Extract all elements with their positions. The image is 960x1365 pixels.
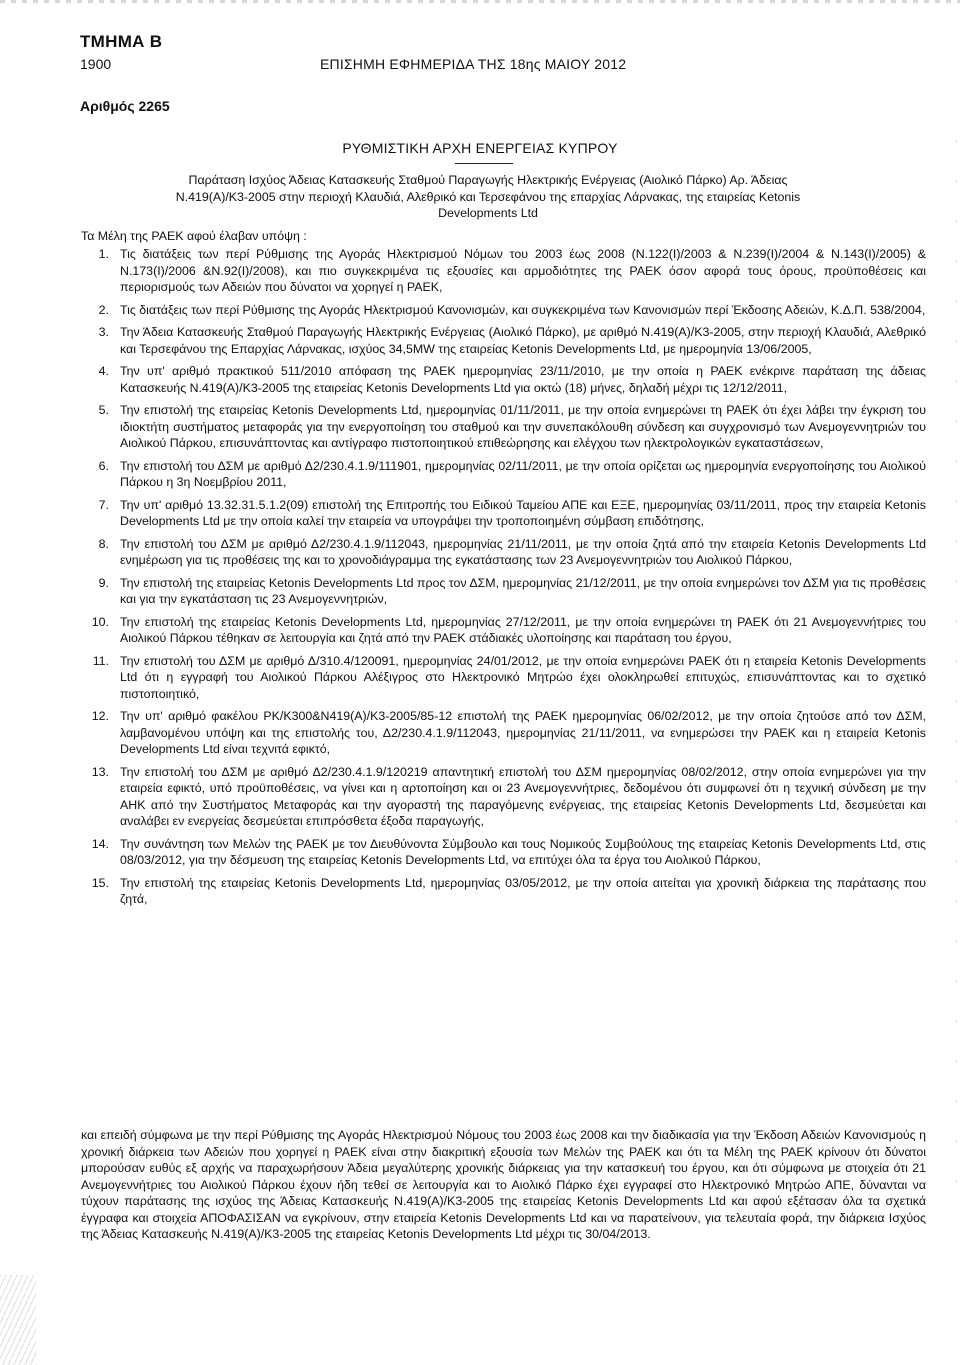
scan-artifact-top: [0, 0, 960, 3]
list-item: [81, 536, 926, 569]
page-number: 1900: [80, 56, 112, 72]
gazette-header: ΕΠΙΣΗΜΗ ΕΦΗΜΕΡΙΔΑ ΤΗΣ 18ης ΜΑΙΟΥ 2012: [320, 56, 627, 72]
item-number: 3.: [98, 325, 109, 339]
document-title: [88, 172, 888, 222]
decision-number: Αριθμός 2265: [80, 98, 170, 114]
list-item: [81, 302, 926, 319]
list-item: [81, 708, 926, 758]
item-text: Την υπ' αριθμό φακέλου ΡΚ/Κ300&Ν419(Α)/Κ3-2005/85-12 επιστολή της ΡΑΕΚ ημερομηνίας 06/02/2012, με την οποία ζητούσε από τον ΔΣΜ, λαμβανομένου υπόψη και της επιστολής του, Δ2/230.4.1.9/112043, ημερομηνίας 21/11/2011, να ενημερώσει την ΡΑΕΚ και η εταιρεία Ketonis Developments Ltd είναι τεχνιτά εφικτό,: [120, 709, 926, 756]
item-number: 12.: [91, 709, 109, 723]
item-number: 15.: [91, 875, 109, 890]
divider: [455, 163, 513, 164]
item-text: Την επιστολή της εταιρείας Ketonis Developments Ltd, ημερομηνίας 27/12/2011, με την οποία ενημερώνει τη ΡΑΕΚ ότι 21 Ανεμογεννήτριες του Αιολικού Πάρκου τέθηκαν σε λειτουργία και ζητά από την ΡΑΕΚ στάδιακές υλοποίησης και παράταση του έργου,: [120, 614, 926, 645]
item-number: 9.: [98, 575, 109, 590]
list-item: [81, 363, 926, 396]
list-item: [81, 836, 926, 869]
item-text: Την συνάντηση των Μελών της ΡΑΕΚ με τον Διευθύνοντα Σύμβουλο και τους Νομικούς Συμβούλους της εταιρείας Ketonis Developments Ltd, στις 08/03/2012, για την δέσμευση της εταιρείας Ketonis Developments Ltd, να επιτύχει όλα τα έργα του Αιολικού Πάρκου,: [120, 836, 926, 867]
item-number: 2.: [98, 302, 109, 317]
list-item: [81, 575, 926, 608]
title-line: Ν.419(Α)/Κ3-2005 στην περιοχή Κλαυδιά, Αλεθρικό και Τερσεφάνου της επαρχίας Λάρνακας, της εταιρείας Ketonis: [175, 189, 801, 204]
intro-text: Τα Μέλη της ΡΑΕΚ αφού έλαβαν υπόψη :: [81, 229, 307, 243]
item-number: 11.: [92, 653, 109, 668]
item-number: 13.: [91, 764, 109, 779]
item-number: 6.: [98, 458, 109, 473]
item-number: 8.: [98, 536, 109, 551]
item-number: 7.: [98, 497, 109, 512]
list-item: [81, 653, 926, 703]
item-text: Την επιστολή του ΔΣΜ με αριθμό Δ2/230.4.1.9/111901, ημερομηνίας 02/11/2011, με την οποία ορίζεται ως ημερομηνία ενεργοποίησης του Αιολικού Πάρκου η 3η Νοεμβρίου 2011,: [120, 458, 926, 489]
item-text: Την Άδεια Κατασκευής Σταθμού Παραγωγής Ηλεκτρικής Ενέργειας (Αιολικό Πάρκο), με αριθμό Ν.419(Α)/Κ3-2005, στην περιοχή Κλαυδιά, Αλεθρικό και Τερσεφάνου της Επαρχίας Λάρνακας, ισχύος 34,5MW της εταιρείας Ketonis Developments Ltd, με ημερομηνία 13/06/2005,: [120, 325, 926, 356]
item-text: Την υπ' αριθμό 13.32.31.5.1.2(09) επιστολή της Επιτροπής του Ειδικού Ταμείου ΑΠΕ και ΕΞΕ, ημερομηνίας 03/11/2011, προς την εταιρεία Ketonis Developments Ltd με την οποία καλεί την εταιρεία να υπογράψει την τροποποιημένη σύμβαση επιδότησης,: [120, 497, 926, 528]
list-item: [81, 764, 926, 830]
item-text: Την επιστολή του ΔΣΜ με αριθμό Δ2/230.4.1.9/120219 απαντητική επιστολή του ΔΣΜ ημερομηνίας 08/02/2012, στην οποία ενημερώνει για την εταιρεία εφικτό, υπό προϋποθέσεις, να γίνει και η αρτοποίηση και οι 23 Ανεμογεννήτριες, δεδομένου ότι συμφωνεί ότι η τεχνική σύνδεση με την ΑΗΚ από την Συστήματος Μεταφοράς και την αγοραστή της παραγόμενης ενέργειας, της εταιρείας Ketonis Developments Ltd, δεσμεύεται και αναλάβει εν ενεργείας δεσμεύεται επιπρόσθετα έξοδα παραγωγής,: [120, 764, 926, 828]
decision-conclusion: και επειδή σύμφωνα με την περί Ρύθμισης της Αγοράς Ηλεκτρισμού Νόμους του 2003 έως 2008 και την διαδικασία για την Έκδοση Αδειών Κανονισμούς η χρονική διάρκεια των Αδειών που χορηγεί η ΡΑΕΚ είναι στην διακριτική εξουσία των Μελών της ΡΑΕΚ και ότι τα Μέλη της ΡΑΕΚ κρίνουν ότι δύνατοι μπορούσαν ευθύς εξ αρχής να παραχωρήσουν Άδεια μεγαλύτερης χρονικής διάρκειας για την κατασκευή του έργου, και ότι σύμφωνα με στοιχεία ότι 21 Ανεμογεννήτριες του Αιολικού Πάρκου έχουν ήδη τεθεί σε λειτουργία και το Αιολικό Πάρκο έχει εγγραφεί στο Ηλεκτρονικό Μητρώο ΑΠΕ, δύνανται να τύχουν παράτασης της ισχύος της Άδειας Κατασκευής Ν.419(Α)/Κ3-2005 της εταιρείας Ketonis Developments Ltd και αφού εξέτασαν όλα τα σχετικά έγγραφα και στοιχεία ΑΠΟΦΑΣΙΣΑΝ να εγκρίνουν, στην εταιρεία Ketonis Developments Ltd και να παρατείνουν, για τελευταία φορά, την διάρκεια Ισχύος της Άδειας Κατασκευής Ν.419(Α)/Κ3-2005 της εταιρείας Ketonis Developments Ltd μέχρι τις 30/04/2013.: [81, 1128, 926, 1241]
item-text: Τις διατάξεις των περί Ρύθμισης της Αγοράς Ηλεκτρισμού Κανονισμών, και συγκεκριμένα των Κανονισμών περί Έκδοσης Αδειών, Κ.Δ.Π. 538/2004,: [120, 302, 926, 317]
list-item: [81, 497, 926, 530]
item-text: Την επιστολή της εταιρείας Ketonis Developments Ltd, ημερομηνίας 03/05/2012, με την οποία αιτείται για χρονική διάρκεια της παράτασης που ζητά,: [120, 875, 926, 906]
list-item: [81, 458, 926, 491]
item-text: Τις διατάξεις των περί Ρύθμισης της Αγοράς Ηλεκτρισμού Νόμων του 2003 έως 2008 (Ν.122(Ι)/2003 & Ν.239(Ι)/2004 & Ν.143(Ι)/2005) & Ν.173(Ι)/2006 &Ν.92(Ι)/2008), και πιο συγκεκριμένα τις εξουσίες και αρμοδιότητες της ΡΑΕΚ όσον αφορά τους όρους, προϋποθέσεις και περιορισμούς των Αδειών που δύνατοι να χορηγεί η ΡΑΕΚ,: [120, 247, 926, 294]
list-item: [81, 614, 926, 647]
item-text: Την επιστολή της εταιρείας Ketonis Developments Ltd προς τον ΔΣΜ, ημερομηνίας 21/12/2011, με την οποία ενημερώνει τον ΔΣΜ για τις προθέσεις και για την εγκατάσταση τις 23 Ανεμογεννητριών,: [120, 575, 926, 606]
item-number: 5.: [98, 403, 109, 417]
list-item: [81, 324, 926, 357]
scan-artifact-edge: [956, 140, 957, 1220]
item-number: 4.: [98, 364, 109, 378]
title-line: Developments Ltd: [438, 206, 538, 220]
authority-title: ΡΥΘΜΙΣΤΙΚΗ ΑΡΧΗ ΕΝΕΡΓΕΙΑΣ ΚΥΠΡΟΥ: [342, 140, 618, 156]
item-text: Την επιστολή του ΔΣΜ με αριθμό Δ/310.4/120091, ημερομηνίας 24/01/2012, με την οποία ενημερώνει ΡΑΕΚ ότι η εταιρεία Ketonis Developments Ltd ότι η εγγραφή του Αιολικού Πάρκου Αλέξιγρος στο Ηλεκτρονικό Μητρώο έχει ολοκληρωθεί επιτυχώς, επισυνάπτοντας και το σχετικό πιστοποιητικό,: [120, 653, 926, 701]
considerations-list: [81, 246, 926, 914]
scan-artifact-corner: [0, 1275, 36, 1365]
item-text: Την επιστολή του ΔΣΜ με αριθμό Δ2/230.4.1.9/112043, ημερομηνίας 21/11/2011, με την οποία ζητά από την εταιρεία Ketonis Developments Ltd ενημέρωση για τις προθέσεις της και το χρονοδιάγραμμα της εγκατάστασης των 23 Ανεμογεννητριών του Αιολικού Πάρκου,: [120, 536, 926, 567]
list-item: [81, 402, 926, 452]
item-number: 14.: [91, 836, 109, 851]
list-item: [81, 246, 926, 296]
item-number: 10.: [91, 614, 109, 629]
section-title: ΤΜΗΜΑ Β: [80, 32, 163, 51]
item-number: 1.: [98, 247, 109, 261]
list-item: [81, 875, 926, 908]
title-line: Παράταση Ισχύος Άδειας Κατασκευής Σταθμού Παραγωγής Ηλεκτρικής Ενέργειας (Αιολικό Πάρκο) Αρ. Άδειας: [188, 173, 788, 187]
item-text: Την υπ' αριθμό πρακτικού 511/2010 απόφαση της ΡΑΕΚ ημερομηνίας 23/11/2010, με την οποία η ΡΑΕΚ ενέκρινε παράταση της άδειας Κατασκευής Ν.419(Α)/Κ3-2005 της εταιρείας Ketonis Developments Ltd για οκτώ (18) μήνες, δηλαδή μέχρι τις 12/12/2011,: [120, 364, 926, 395]
item-text: Την επιστολή της εταιρείας Ketonis Developments Ltd, ημερομηνίας 01/11/2011, με την οποία ενημερώνει τη ΡΑΕΚ ότι έχει λάβει την έγκριση του ιδιοκτήτη συστήματος μεταφοράς για την ενεργοποίηση του σταθμού και την συνεπακόλουθη σύνδεση και συγχρονισμό των Ανεμογεννητριών του Αιολικού Πάρκου, επισυνάπτοντας και αντίγραφο πιστοποιητικού επιθεώρησης και ελέγχου των ηλεκτρολογικών εγκαταστάσεων,: [120, 403, 926, 450]
